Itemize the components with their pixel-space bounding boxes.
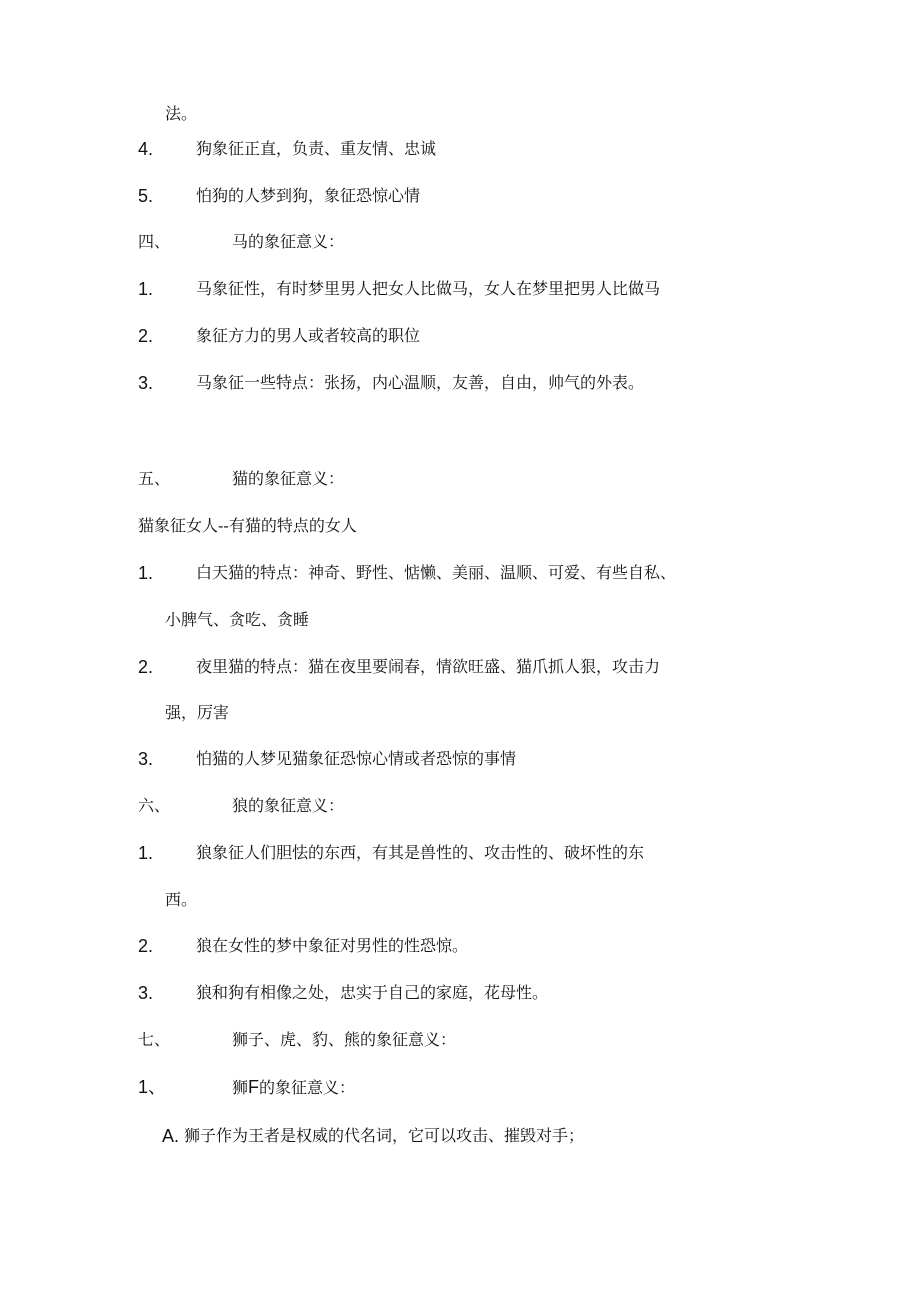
list-item-text: 白天猫的特点：神奇、野性、惦懒、美丽、温顺、可爱、有些自私、: [196, 563, 677, 582]
list-number: 3.: [138, 373, 154, 393]
section-number: 七、: [138, 1030, 171, 1049]
continuation-text: 强，厉害: [165, 703, 230, 722]
list-number: 5.: [138, 186, 154, 206]
sub-list-number: 1、: [138, 1077, 167, 1097]
section-number: 六、: [138, 796, 171, 815]
sub-heading: 狮F的象征意义：: [232, 1077, 356, 1097]
list-number: 2.: [138, 326, 154, 346]
paragraph-text: 猫象征女人--有猫的特点的女人: [138, 516, 357, 535]
list-item-text: 怕猫的人梦见猫象征恐惊心情或者恐惊的事情: [196, 749, 517, 768]
list-item-text: 象征方力的男人或者较高的职位: [196, 326, 421, 345]
continuation-text: 法。: [165, 104, 198, 123]
list-number: 4.: [138, 139, 154, 159]
list-item-text: 马象征性，有时梦里男人把女人比做马，女人在梦里把男人比做马: [196, 279, 661, 298]
list-item-text: 狼和狗有相像之处，忠实于自己的家庭，花母性。: [196, 983, 549, 1002]
list-number: 2.: [138, 657, 154, 677]
section-number: 五、: [138, 469, 171, 488]
section-number: 四、: [138, 232, 171, 251]
list-number: 1.: [138, 843, 154, 863]
list-number: 1.: [138, 279, 154, 299]
list-item-text: 怕狗的人梦到狗，象征恐惊心情: [196, 186, 421, 205]
section-heading: 马的象征意义：: [232, 232, 345, 251]
continuation-text: 小脾气、贪吃、贪睡: [165, 610, 310, 629]
list-item-text: 狼象征人们胆怯的东西，有其是兽性的、攻击性的、破坏性的东: [196, 843, 645, 862]
continuation-text: 西。: [165, 890, 198, 909]
list-number: 3.: [138, 749, 154, 769]
list-item-text: 马象征一些特点：张扬，内心温顺，友善，自由，帅气的外表。: [196, 373, 645, 392]
sub-item-text: 狮子作为王者是权威的代名词，它可以攻击、摧毁对手；: [184, 1126, 585, 1145]
section-heading: 狮子、虎、豹、熊的象征意义：: [232, 1030, 457, 1049]
list-item-text: 夜里猫的特点：猫在夜里要闹春，情欲旺盛、猫爪抓人狠，攻击力: [196, 657, 661, 676]
list-number: 2.: [138, 936, 154, 956]
list-number: 3.: [138, 983, 154, 1003]
sub-item-letter: A.: [162, 1126, 180, 1146]
section-heading: 猫的象征意义：: [232, 469, 345, 488]
list-item-text: 狼在女性的梦中象征对男性的性恐惊。: [196, 936, 469, 955]
list-number: 1.: [138, 563, 154, 583]
list-item-text: 狗象征正直，负责、重友情、忠诚: [196, 139, 437, 158]
section-heading: 狼的象征意义：: [232, 796, 345, 815]
